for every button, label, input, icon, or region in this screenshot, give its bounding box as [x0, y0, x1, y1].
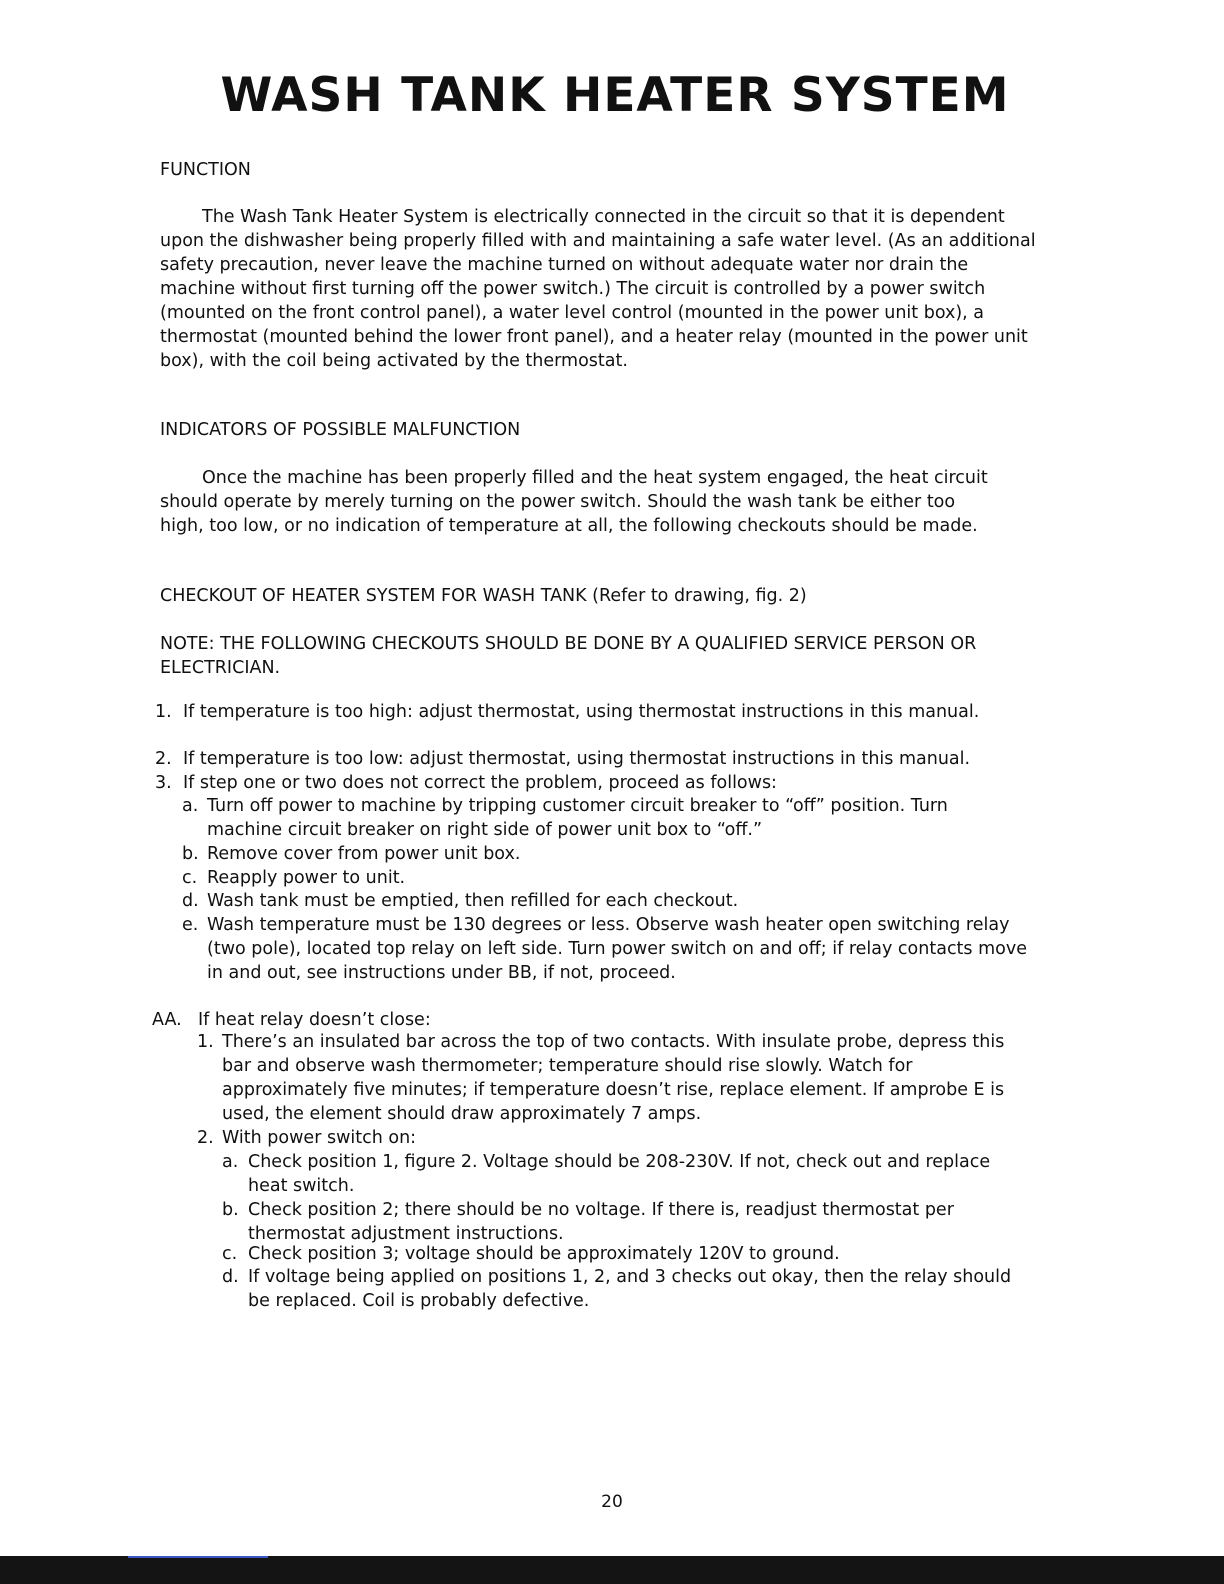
step-2-text: If temperature is too low: adjust thermostat, using thermostat instructions in this manual. — [183, 749, 971, 769]
substep-d-text: Wash tank must be emptied, then refilled for each checkout. — [207, 891, 739, 911]
aa-subitem-b-text: Check position 2; there should be no voltage. If there is, readjust thermostat per thermostat adjustment instructions. — [248, 1200, 954, 1244]
substep-c-label: c. — [182, 868, 198, 888]
aa-item-1-text: There’s an insulated bar across the top of two contacts. With insulate probe, depress this bar and observe wash thermometer; temperature should rise slowly. Watch for approximately five minutes; if temperature doesn’t rise, replace element. If amprobe E is used, the element should draw approximately 7 amps. — [222, 1032, 1005, 1124]
substep-b-text: Remove cover from power unit box. — [207, 844, 521, 864]
aa-text: If heat relay doesn’t close: — [198, 1010, 431, 1030]
aa-label: AA. — [152, 1010, 182, 1030]
aa-item-2-number: 2. — [197, 1128, 214, 1148]
page-title: WASH TANK HEATER SYSTEM — [220, 68, 1010, 123]
aa-subitem-a-text: Check position 1, figure 2. Voltage should be 208-230V. If not, check out and replace heat switch. — [248, 1152, 991, 1196]
step-3-text: If step one or two does not correct the problem, proceed as follows: — [183, 773, 777, 793]
substep-a-label: a. — [182, 796, 199, 816]
aa-subitem-d-text: If voltage being applied on positions 1, 2, and 3 checks out okay, then the relay should be replaced. Coil is probably defective. — [248, 1267, 1012, 1311]
substep-e-label: e. — [182, 915, 199, 935]
substep-a-text: Turn off power to machine by tripping customer circuit breaker to “off” position. Turn machine circuit breaker on right side of power unit box to “off.” — [207, 796, 948, 840]
function-paragraph: The Wash Tank Heater System is electrically connected in the circuit so that it is dependent upon the dishwasher being properly filled with and maintaining a safe water level. (As an additional safety precaution, never leave the machine turned on without adequate water nor drain the machine without first turning off the power switch.) The circuit is controlled by a power switch (mounted on the front control panel), a water level control (mounted in the power unit box), a thermostat (mounted behind the lower front panel), and a heater relay (mounted in the power unit box), with the coil being activated by the thermostat. — [160, 207, 1036, 371]
safety-note: NOTE: THE FOLLOWING CHECKOUTS SHOULD BE DONE BY A QUALIFIED SERVICE PERSON OR ELECTRICIAN. — [160, 634, 977, 678]
page-number: 20 — [601, 1492, 623, 1512]
indicators-paragraph: Once the machine has been properly filled and the heat system engaged, the heat circuit should operate by merely turning on the power switch. Should the wash tank be either too high, too low, or no indication of temperature at all, the following checkouts should be made. — [160, 468, 988, 536]
substep-d-label: d. — [182, 891, 199, 911]
aa-subitem-d-label: d. — [222, 1267, 239, 1287]
function-heading: FUNCTION — [160, 160, 251, 180]
scan-edge-bar — [0, 1556, 1224, 1584]
aa-subitem-b-label: b. — [222, 1200, 239, 1220]
substep-e-text: Wash temperature must be 130 degrees or less. Observe wash heater open switching relay (two pole), located top relay on left side. Turn power switch on and off; if relay contacts move in and out, see instructions under BB, if not, proceed. — [207, 915, 1027, 983]
substep-b-label: b. — [182, 844, 199, 864]
aa-item-2-text: With power switch on: — [222, 1128, 417, 1148]
aa-subitem-a-label: a. — [222, 1152, 239, 1172]
scan-edge-accent — [128, 1556, 268, 1558]
substep-c-text: Reapply power to unit. — [207, 868, 406, 888]
checkout-heading: CHECKOUT OF HEATER SYSTEM FOR WASH TANK (Refer to drawing, fig. 2) — [160, 586, 807, 606]
aa-subitem-c-text: Check position 3; voltage should be approximately 120V to ground. — [248, 1244, 840, 1264]
indicators-heading: INDICATORS OF POSSIBLE MALFUNCTION — [160, 420, 521, 440]
step-2-number: 2. — [155, 749, 172, 769]
step-1-number: 1. — [155, 702, 172, 722]
aa-subitem-c-label: c. — [222, 1244, 238, 1264]
step-1-text: If temperature is too high: adjust thermostat, using thermostat instructions in this manual. — [183, 702, 980, 722]
aa-item-1-number: 1. — [197, 1032, 214, 1052]
step-3-number: 3. — [155, 773, 172, 793]
